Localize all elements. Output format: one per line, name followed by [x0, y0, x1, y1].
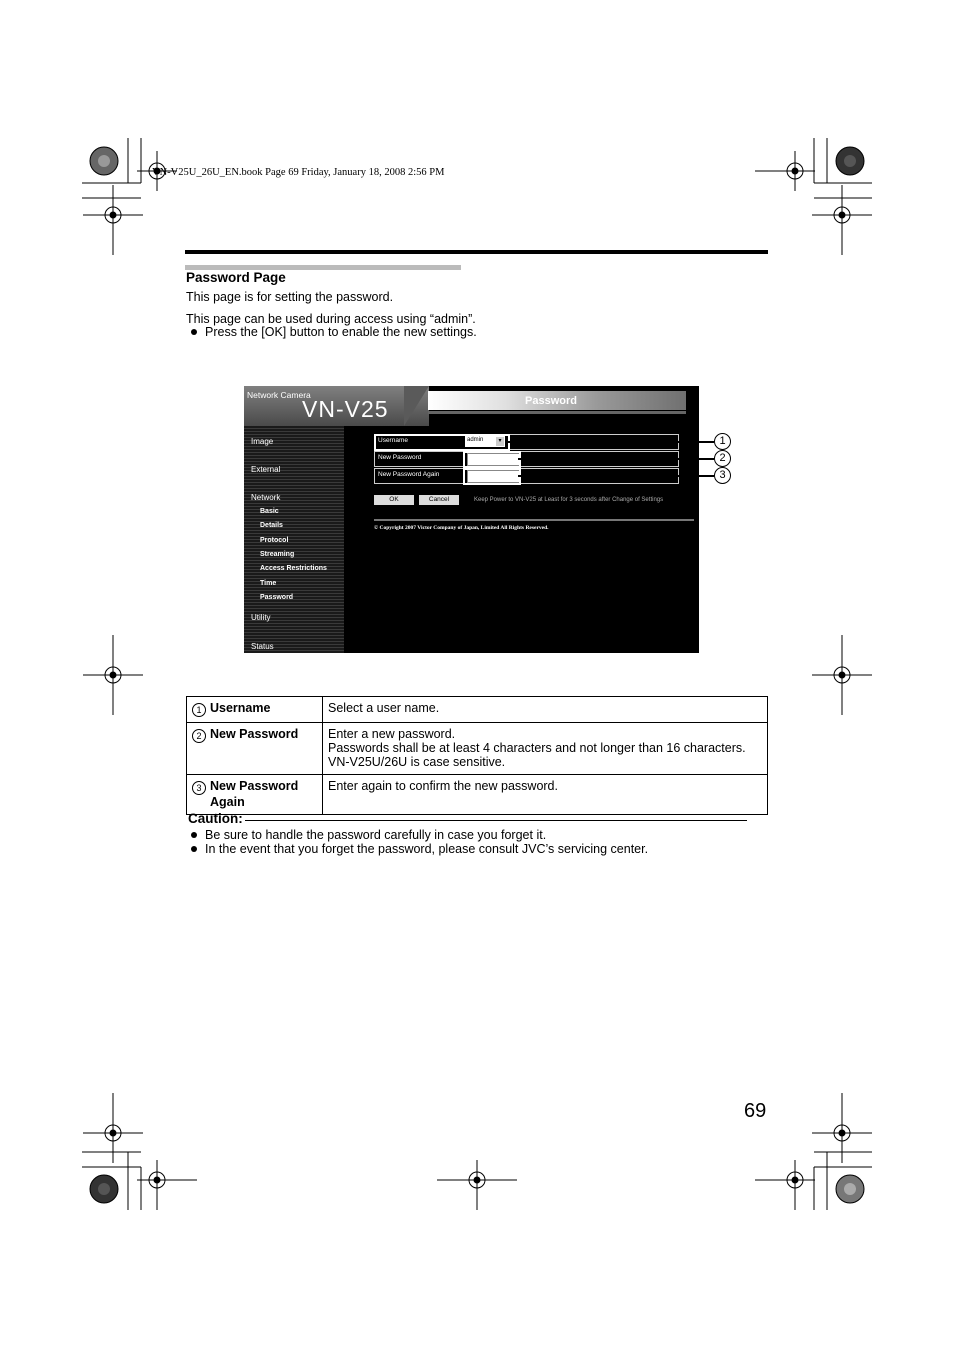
- callout-number-1: 1: [714, 433, 731, 450]
- nav-streaming[interactable]: Streaming: [260, 551, 295, 558]
- nav-access-restrictions[interactable]: Access Restrictions: [260, 565, 327, 572]
- table-row: [187, 723, 768, 775]
- nav-status[interactable]: Status: [251, 642, 274, 651]
- callout-box-1: [374, 434, 510, 451]
- page-title-bar: [428, 391, 686, 410]
- nav-network[interactable]: Network: [251, 493, 281, 502]
- desc-line: Passwords shall be at least 4 characters and not longer than 16 characters.: [328, 741, 746, 755]
- copyright: © Copyright 2007 Victor Company of Japan, Limited All Rights Reserved.: [374, 525, 549, 531]
- brand-label: Network Camera: [247, 390, 311, 400]
- callout-number-3: 3: [714, 467, 731, 484]
- intro-text-1: This page is for setting the password.: [186, 290, 394, 304]
- nav-utility[interactable]: Utility: [251, 613, 271, 622]
- nav-password[interactable]: Password: [260, 594, 294, 601]
- camera-ui-screenshot: [244, 386, 699, 653]
- new-password-again-label: New Password Again: [378, 471, 440, 478]
- field-table: [186, 696, 768, 815]
- key-text: New Password: [210, 727, 299, 741]
- key-text-cont: Again: [210, 795, 245, 809]
- ok-button[interactable]: OK: [374, 495, 414, 505]
- page-title: Password: [525, 395, 577, 407]
- table-desc: [323, 775, 768, 815]
- row-number: 3: [192, 781, 206, 795]
- table-key: [187, 723, 323, 775]
- intro-text-2: This page can be used during access using “admin”.: [186, 312, 476, 326]
- leader-line-3: [518, 475, 714, 477]
- caution-item-text: In the event that you forget the password, please consult JVC’s servicing center.: [205, 842, 649, 856]
- nav-time[interactable]: Time: [260, 580, 277, 587]
- callout-box-2: [463, 451, 521, 468]
- nav-protocol[interactable]: Protocol: [260, 537, 289, 544]
- desc-line: Enter again to confirm the new password.: [328, 779, 558, 793]
- caution-title: Caution:: [188, 811, 243, 826]
- nav-external[interactable]: External: [251, 465, 281, 474]
- nav-image[interactable]: Image: [251, 437, 274, 446]
- book-info-header: VN-V25U_26U_EN.book Page 69 Friday, January 18, 2008 2:56 PM: [152, 167, 445, 178]
- bullet-dot: [191, 832, 197, 838]
- new-password-label: New Password: [378, 454, 422, 461]
- desc-line: Select a user name.: [328, 701, 440, 715]
- table-desc: [323, 723, 768, 775]
- intro-bullet-text: Press the [OK] button to enable the new settings.: [205, 325, 477, 339]
- table-row: [187, 775, 768, 815]
- nav-basic[interactable]: Basic: [260, 508, 279, 515]
- title-underline: [428, 411, 686, 414]
- table-key: [187, 697, 323, 723]
- page-number: 69: [744, 1100, 767, 1122]
- row-number: 2: [192, 729, 206, 743]
- callout-box-3: [463, 468, 521, 485]
- keep-power-note: Keep Power to VN-V25 at Least for 3 seconds after Change of Settings: [474, 497, 664, 503]
- username-value: admin: [467, 437, 484, 443]
- caution-item-text: Be sure to handle the password carefully in case you forget it.: [205, 828, 547, 842]
- section-title: Password Page: [186, 270, 286, 285]
- key-text: Username: [210, 701, 271, 715]
- model-logo: VN-V25: [302, 396, 389, 422]
- divider: [374, 519, 694, 521]
- table-key: [187, 775, 323, 815]
- desc-line: Enter a new password.: [328, 727, 456, 741]
- leader-line-2: [518, 458, 714, 460]
- bullet-dot: [191, 329, 197, 335]
- logo-bevel: [404, 386, 429, 426]
- username-label: Username: [378, 437, 408, 444]
- bullet-dot: [191, 846, 197, 852]
- desc-line: VN-V25U/26U is case sensitive.: [328, 755, 506, 769]
- key-text: New Password: [210, 779, 299, 793]
- nav-details[interactable]: Details: [260, 522, 283, 529]
- leader-line-1: [507, 441, 714, 443]
- dropdown-arrow-icon: ▾: [496, 437, 504, 446]
- callout-number-2: 2: [714, 450, 731, 467]
- row-number: 1: [192, 703, 206, 717]
- table-row: [187, 697, 768, 723]
- top-rule: [185, 250, 768, 254]
- caution-rule: [245, 820, 747, 821]
- table-desc: [323, 697, 768, 723]
- cancel-button[interactable]: Cancel: [419, 495, 459, 505]
